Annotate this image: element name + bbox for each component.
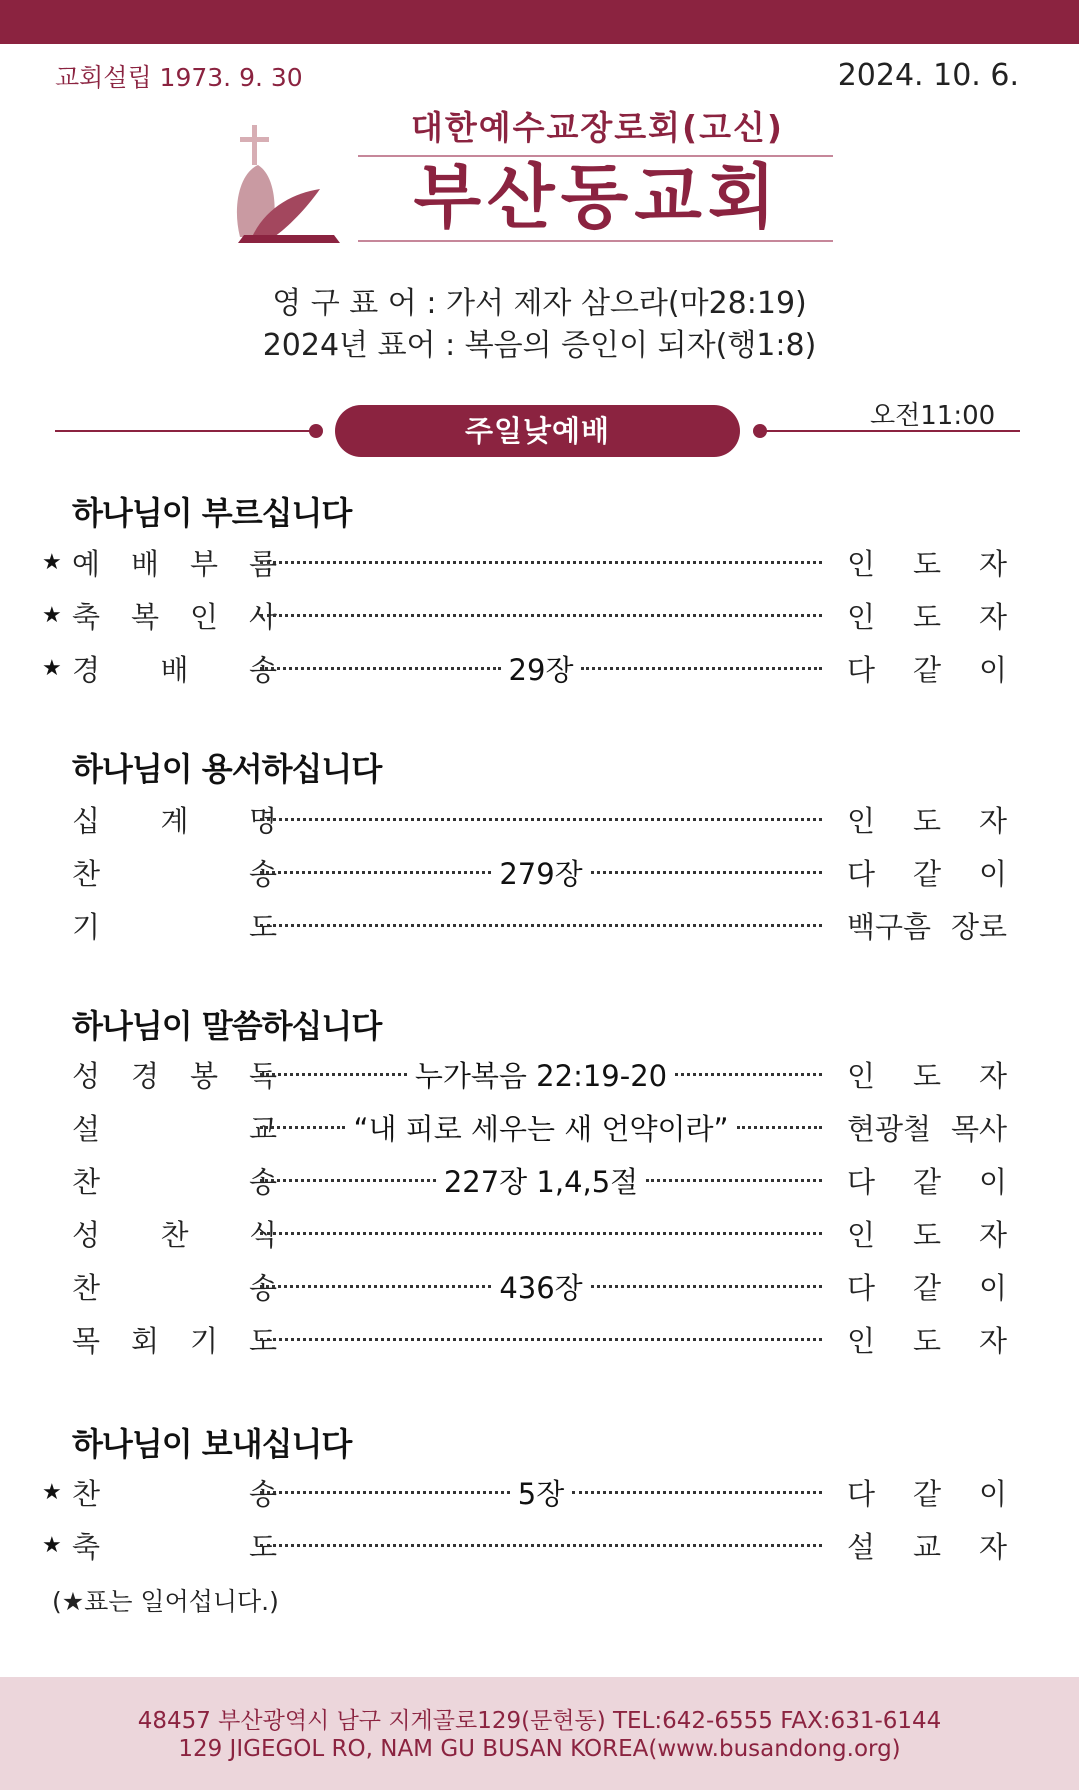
leader-dots xyxy=(260,871,491,874)
item-label-char: 교 xyxy=(248,1112,277,1146)
item-leader xyxy=(847,1525,1007,1566)
item-label-char: 도 xyxy=(248,1324,277,1358)
dotted-leader xyxy=(260,1535,822,1555)
order-row xyxy=(42,1103,1012,1153)
item-leader-part: 같 xyxy=(912,653,941,687)
service-title-badge: 주일낮예배 xyxy=(335,405,740,457)
order-row xyxy=(42,795,1012,845)
item-leader-part: 같 xyxy=(912,857,941,891)
item-leader xyxy=(847,595,1007,636)
item-leader-part: 자 xyxy=(978,1218,1007,1252)
dotted-leader xyxy=(260,915,822,935)
item-label-char: 식 xyxy=(248,1218,277,1252)
item-label-char: 설 xyxy=(72,1112,101,1146)
item-label-char: 성 xyxy=(72,1218,101,1252)
item-detail: 누가복음 22:19-20 xyxy=(414,1058,668,1093)
item-leader-part: 자 xyxy=(978,1059,1007,1093)
item-leader xyxy=(847,1319,1007,1360)
item-label-char: 성 xyxy=(72,1059,101,1093)
leader-dots xyxy=(591,871,822,874)
dotted-leader xyxy=(260,1164,822,1199)
item-leader-part: 자 xyxy=(978,547,1007,581)
footer-address-korean: 48457 부산광역시 남구 지게골로129(문현동) TEL:642-6555 FAX:631-6144 xyxy=(137,1708,942,1734)
item-leader-part: 자 xyxy=(978,1530,1007,1564)
item-detail: “내 피로 세우는 새 언약이라” xyxy=(353,1111,729,1146)
leader-dots xyxy=(260,818,822,821)
item-leader-part: 인 xyxy=(847,600,876,634)
item-label-char: 송 xyxy=(248,1477,277,1511)
item-label-char: 경 xyxy=(72,653,101,687)
order-row xyxy=(42,1521,1012,1571)
item-label-char: 봉 xyxy=(189,1059,218,1093)
top-bar xyxy=(0,0,1079,44)
dotted-leader xyxy=(260,1223,822,1243)
item-leader-part: 다 xyxy=(847,1477,876,1511)
stand-star-icon: ★ xyxy=(42,603,62,628)
church-name: 부산동교회 xyxy=(413,155,782,238)
item-leader xyxy=(847,1107,1007,1148)
item-label xyxy=(72,1472,277,1513)
item-leader xyxy=(847,1472,1007,1513)
service-time: 오전11:00 xyxy=(870,401,996,431)
item-leader-part: 이 xyxy=(978,1477,1007,1511)
leader-dots xyxy=(260,1073,407,1076)
founded-date: 교회설립 1973. 9. 30 xyxy=(55,63,303,92)
item-leader-part: 자 xyxy=(978,804,1007,838)
item-leader xyxy=(847,1160,1007,1201)
item-leader-part: 도 xyxy=(912,1059,941,1093)
stand-star-icon: ★ xyxy=(42,1480,62,1505)
item-label xyxy=(72,1107,277,1148)
motto-permanent: 영 구 표 어 : 가서 제자 삼으라(마28:19) xyxy=(272,286,807,321)
dotted-leader xyxy=(260,809,822,829)
stand-star-icon: ★ xyxy=(42,550,62,575)
item-detail: 5장 xyxy=(517,1476,565,1511)
item-label-char: 찬 xyxy=(72,1271,101,1305)
item-detail: 227장 1,4,5절 xyxy=(443,1164,639,1199)
item-leader xyxy=(847,648,1007,689)
item-label-char: 복 xyxy=(130,600,159,634)
item-leader xyxy=(847,799,1007,840)
leader-dots xyxy=(737,1126,822,1129)
order-row xyxy=(42,591,1012,641)
item-leader-part: 현광철 xyxy=(847,1112,932,1146)
order-row xyxy=(42,1468,1012,1518)
stand-star-icon: ★ xyxy=(42,1533,62,1558)
order-row xyxy=(42,1156,1012,1206)
leader-dots xyxy=(260,561,822,564)
leader-dots xyxy=(260,1338,822,1341)
dotted-leader xyxy=(260,605,822,625)
item-label-char: 찬 xyxy=(72,1477,101,1511)
stand-star-icon: ★ xyxy=(42,656,62,681)
order-row xyxy=(42,1209,1012,1259)
item-leader-part: 이 xyxy=(978,1271,1007,1305)
item-leader-part: 이 xyxy=(978,1165,1007,1199)
item-label-char: 찬 xyxy=(160,1218,189,1252)
item-label-char: 찬 xyxy=(72,857,101,891)
item-leader xyxy=(847,905,1007,946)
item-label-char: 송 xyxy=(248,1165,277,1199)
item-label-char: 름 xyxy=(248,547,277,581)
item-label-char: 명 xyxy=(248,804,277,838)
order-row xyxy=(42,1262,1012,1312)
item-label-char: 독 xyxy=(248,1059,277,1093)
denomination: 대한예수교장로회(고신) xyxy=(411,108,784,147)
order-row xyxy=(42,1050,1012,1100)
dotted-leader xyxy=(260,1329,822,1349)
item-leader-part: 다 xyxy=(847,653,876,687)
item-label-char: 축 xyxy=(72,1530,101,1564)
item-label xyxy=(72,1160,277,1201)
item-leader-part: 이 xyxy=(978,653,1007,687)
item-label xyxy=(72,852,277,893)
bulletin-date: 2024. 10. 6. xyxy=(837,58,1019,93)
section-heading: 하나님이 보내십니다 xyxy=(72,1425,352,1463)
leader-dots xyxy=(260,1126,345,1129)
dotted-leader xyxy=(260,652,822,687)
dotted-leader xyxy=(260,1476,822,1511)
section-heading: 하나님이 부르십니다 xyxy=(72,494,352,532)
order-row xyxy=(42,848,1012,898)
leader-dots xyxy=(260,1232,822,1235)
item-label-char: 회 xyxy=(130,1324,159,1358)
item-leader-part: 자 xyxy=(978,600,1007,634)
leader-dots xyxy=(260,614,822,617)
item-leader-part: 도 xyxy=(912,547,941,581)
leader-dots xyxy=(260,667,501,670)
order-row xyxy=(42,901,1012,951)
order-row xyxy=(42,538,1012,588)
item-label-char: 송 xyxy=(248,653,277,687)
item-label-char: 도 xyxy=(248,1530,277,1564)
item-label xyxy=(72,1319,277,1360)
item-leader-part: 같 xyxy=(912,1271,941,1305)
item-label-char: 찬 xyxy=(72,1165,101,1199)
item-detail: 29장 xyxy=(508,652,574,687)
item-leader-part: 인 xyxy=(847,804,876,838)
item-leader-part: 다 xyxy=(847,1165,876,1199)
item-leader-part: 설 xyxy=(847,1530,876,1564)
item-label xyxy=(72,648,277,689)
item-label xyxy=(72,799,277,840)
item-leader xyxy=(847,542,1007,583)
church-logo-icon xyxy=(230,125,340,245)
dotted-leader xyxy=(260,1270,822,1305)
leader-dots xyxy=(260,1544,822,1547)
item-label xyxy=(72,1213,277,1254)
item-leader-part: 교 xyxy=(912,1530,941,1564)
item-leader-part: 자 xyxy=(978,1324,1007,1358)
item-label-char: 십 xyxy=(72,804,101,838)
leader-dots xyxy=(260,1179,436,1182)
item-label xyxy=(72,595,277,636)
item-label-char: 배 xyxy=(160,653,189,687)
order-row xyxy=(42,1315,1012,1365)
item-leader-part: 도 xyxy=(912,1324,941,1358)
leader-dots xyxy=(581,667,822,670)
item-label-char: 배 xyxy=(130,547,159,581)
dotted-leader xyxy=(260,1111,822,1146)
item-label-char: 기 xyxy=(189,1324,218,1358)
item-leader-part: 다 xyxy=(847,1271,876,1305)
divider xyxy=(358,240,833,242)
item-label-char: 송 xyxy=(248,857,277,891)
leader-dots xyxy=(260,1285,491,1288)
item-leader-part: 같 xyxy=(912,1165,941,1199)
item-leader xyxy=(847,1054,1007,1095)
item-label xyxy=(72,905,277,946)
item-leader-part: 도 xyxy=(912,804,941,838)
item-leader-part: 목사 xyxy=(950,1112,1007,1146)
item-detail: 279장 xyxy=(499,856,583,891)
item-leader-part: 같 xyxy=(912,1477,941,1511)
item-label-char: 기 xyxy=(72,910,101,944)
item-leader-part: 도 xyxy=(912,600,941,634)
item-label-char: 경 xyxy=(130,1059,159,1093)
dotted-leader xyxy=(260,552,822,572)
item-label-char: 송 xyxy=(248,1271,277,1305)
leader-dots xyxy=(572,1491,822,1494)
item-detail: 436장 xyxy=(499,1270,583,1305)
item-label xyxy=(72,542,277,583)
section-heading: 하나님이 말씀하십니다 xyxy=(72,1007,382,1045)
item-label-char: 부 xyxy=(189,547,218,581)
leader-dots xyxy=(260,1491,510,1494)
item-leader-part: 백구흠 xyxy=(847,910,932,944)
item-leader-part: 도 xyxy=(912,1218,941,1252)
item-leader xyxy=(847,852,1007,893)
item-leader-part: 인 xyxy=(847,547,876,581)
item-leader xyxy=(847,1266,1007,1307)
motto-2024: 2024년 표어 : 복음의 증인이 되자(행1:8) xyxy=(262,328,817,363)
item-label-char: 예 xyxy=(72,547,101,581)
item-label-char: 계 xyxy=(160,804,189,838)
item-label-char: 인 xyxy=(189,600,218,634)
leader-dots xyxy=(675,1073,822,1076)
item-label xyxy=(72,1525,277,1566)
dotted-leader xyxy=(260,1058,822,1093)
item-label-char: 축 xyxy=(72,600,101,634)
leader-dots xyxy=(646,1179,822,1182)
dotted-leader xyxy=(260,856,822,891)
order-row xyxy=(42,644,1012,694)
section-heading: 하나님이 용서하십니다 xyxy=(72,750,382,788)
leader-dots xyxy=(260,924,822,927)
section-rule-left xyxy=(55,430,315,432)
leader-dots xyxy=(591,1285,822,1288)
standing-note: (★표는 일어섭니다.) xyxy=(52,1587,279,1616)
item-leader-part: 장로 xyxy=(950,910,1007,944)
item-label-char: 사 xyxy=(248,600,277,634)
item-leader xyxy=(847,1213,1007,1254)
rule-dot xyxy=(309,424,323,438)
footer-address-english: 129 JIGEGOL RO, NAM GU BUSAN KOREA(www.busandong.org) xyxy=(178,1736,901,1762)
item-leader-part: 이 xyxy=(978,857,1007,891)
item-label xyxy=(72,1266,277,1307)
item-label-char: 목 xyxy=(72,1324,101,1358)
item-leader-part: 인 xyxy=(847,1218,876,1252)
item-label-char: 도 xyxy=(248,910,277,944)
item-leader-part: 인 xyxy=(847,1324,876,1358)
item-leader-part: 다 xyxy=(847,857,876,891)
item-leader-part: 인 xyxy=(847,1059,876,1093)
item-label xyxy=(72,1054,277,1095)
